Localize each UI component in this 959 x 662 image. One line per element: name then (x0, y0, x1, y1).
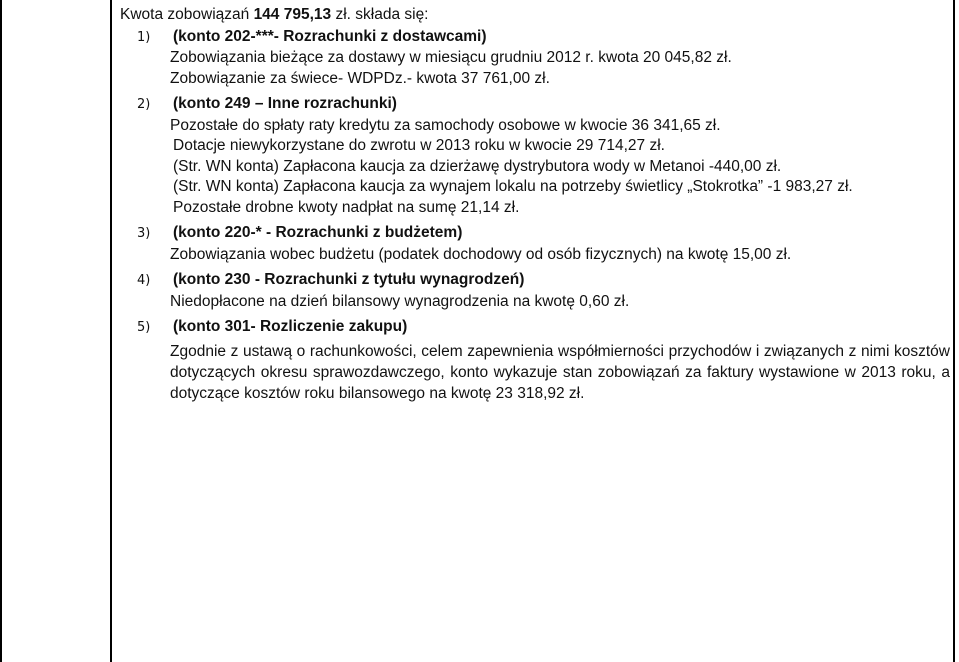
list-item (120, 270, 950, 312)
item-line: Zobowiązanie za świece- WDPDz.- kwota 37 761,00 zł. (170, 69, 550, 87)
item-number: 5) (137, 320, 151, 335)
total-amount: 144 795,13 (253, 6, 332, 23)
list-item (120, 94, 950, 218)
intro-suffix: zł. składa się: (335, 6, 429, 23)
list-item (120, 223, 950, 265)
item-number: 1) (137, 29, 151, 45)
list-item (120, 317, 950, 404)
item-heading: (konto 220-* - Rozrachunki z budżetem) (173, 224, 463, 241)
item-line: Zobowiązania bieżące za dostawy w miesiącu grudniu 2012 r. kwota 20 045,82 zł. (170, 49, 732, 66)
item-line: Pozostałe do spłaty raty kredytu za samochody osobowe w kwocie 36 341,65 zł. (170, 116, 721, 134)
page-left-border (0, 0, 2, 662)
item-paragraph: Zgodnie z ustawą o rachunkowości, celem zapewnienia współmierności przychodów i związanych z nimi kosztów dotyczących okresu sprawozdawczego, konto wykazuje stan zobowiązań za faktury wystawione w 2013 roku, a dotyczące kosztów roku bilansowego na kwotę 23 318,92 zł. (170, 342, 950, 402)
item-line: Niedopłacone na dzień bilansowy wynagrodzenia na kwotę 0,60 zł. (170, 292, 630, 310)
item-line: Zobowiązania wobec budżetu (podatek dochodowy od osób fizycznych) na kwotę 15,00 zł. (170, 245, 792, 263)
item-line: (Str. WN konta) Zapłacona kaucja za dzierżawę dystrybutora wody w Metanoi -440,00 zł. (173, 157, 782, 175)
item-number: 3) (137, 226, 151, 241)
intro-prefix: Kwota zobowiązań (120, 6, 250, 23)
item-heading: (konto 249 – Inne rozrachunki) (173, 95, 397, 112)
intro-line (120, 5, 950, 26)
item-line: Pozostałe drobne kwoty nadpłat na sumę 21,14 zł. (173, 198, 520, 216)
item-line: (Str. WN konta) Zapłacona kaucja za wynajem lokalu na potrzeby świetlicy „Stokrotka” -1 983,27 zł. (173, 178, 853, 195)
item-heading: (konto 301- Rozliczenie zakupu) (173, 318, 408, 335)
item-heading: (konto 202-***- Rozrachunki z dostawcami) (173, 27, 487, 45)
list-item (120, 27, 950, 90)
item-line: Dotacje niewykorzystane do zwrotu w 2013 roku w kwocie 29 714,27 zł. (173, 137, 665, 154)
item-number: 4) (137, 273, 151, 288)
item-heading: (konto 230 - Rozrachunki z tytułu wynagrodzeń) (173, 271, 525, 288)
document-body (120, 5, 950, 404)
item-number: 2) (137, 97, 151, 112)
